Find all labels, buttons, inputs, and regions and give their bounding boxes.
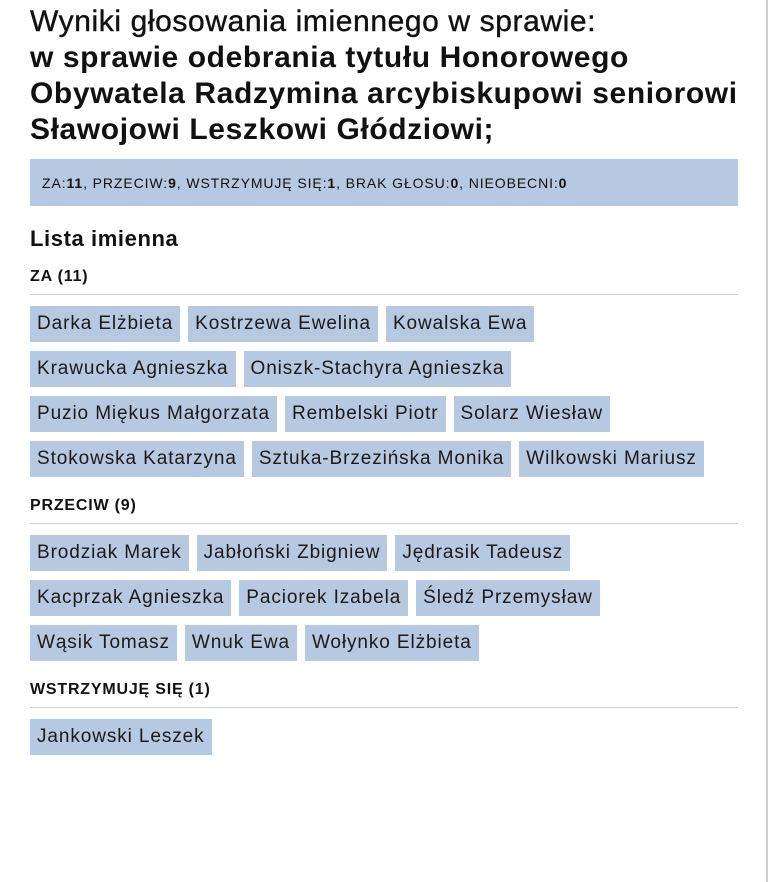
page-title-subject: w sprawie odebrania tytułu Honorowego Obywatela Radzymina arcybiskupowi seniorowi Sławojowi Leszkowi Głódziowi;	[30, 41, 738, 146]
voter-chip[interactable]: Brodziak Marek	[30, 535, 189, 571]
name-chip-list-wstrzymuje	[30, 719, 738, 755]
voter-chip[interactable]: Jędrasik Tadeusz	[395, 535, 570, 571]
voter-chip[interactable]: Kowalska Ewa	[386, 306, 534, 342]
name-chip-list-przeciw	[30, 535, 738, 661]
voter-chip[interactable]: Wnuk Ewa	[185, 625, 297, 661]
voter-chip[interactable]: Stokowska Katarzyna	[30, 441, 244, 477]
voter-chip[interactable]: Paciorek Izabela	[239, 580, 408, 616]
summary-nieobecni-count: 0	[558, 174, 568, 191]
page-title	[30, 4, 738, 148]
voter-chip[interactable]: Jankowski Leszek	[30, 719, 212, 755]
summary-przeciw-label: , PRZECIW:	[83, 174, 169, 191]
voter-chip[interactable]: Jabłoński Zbigniew	[197, 535, 388, 571]
summary-wstrzymuje-label: , WSTRZYMUJĘ SIĘ:	[176, 174, 328, 191]
group-heading-przeciw: PRZECIW (9)	[30, 497, 738, 524]
voter-chip[interactable]: Wołynko Elżbieta	[305, 625, 479, 661]
name-list-title: Lista imienna	[30, 226, 179, 251]
vote-group-przeciw	[30, 497, 738, 661]
voter-chip[interactable]: Sztuka-Brzezińska Monika	[252, 441, 511, 477]
vote-summary-bar	[30, 159, 738, 206]
name-chip-list-za	[30, 306, 738, 477]
voter-chip[interactable]: Oniszk-Stachyra Agnieszka	[244, 351, 512, 387]
summary-nieobecni-label: , NIEOBECNI:	[459, 174, 559, 191]
group-heading-wstrzymuje: WSTRZYMUJĘ SIĘ (1)	[30, 681, 738, 708]
voter-chip[interactable]: Kostrzewa Ewelina	[188, 306, 378, 342]
summary-przeciw-count: 9	[168, 174, 177, 191]
vote-group-wstrzymuje	[30, 681, 738, 755]
summary-wstrzymuje-count: 1	[327, 174, 337, 191]
voter-chip[interactable]: Kacprzak Agnieszka	[30, 580, 231, 616]
summary-za-count: 11	[66, 174, 84, 191]
vote-results-page	[30, 4, 738, 755]
voter-chip[interactable]: Krawucka Agnieszka	[30, 351, 236, 387]
voter-chip[interactable]: Wilkowski Mariusz	[519, 441, 703, 477]
summary-za-label: ZA:	[42, 174, 67, 191]
voter-chip[interactable]: Darka Elżbieta	[30, 306, 180, 342]
vote-group-za	[30, 268, 738, 477]
voter-chip[interactable]: Śledź Przemysław	[416, 580, 600, 616]
voter-chip[interactable]: Rembelski Piotr	[285, 396, 446, 432]
voter-chip[interactable]: Solarz Wiesław	[454, 396, 610, 432]
voter-chip[interactable]: Puzio Miękus Małgorzata	[30, 396, 277, 432]
summary-brak-label: , BRAK GŁOSU:	[336, 174, 451, 191]
page-title-intro: Wyniki głosowania imiennego w sprawie:	[30, 5, 597, 38]
group-heading-za: ZA (11)	[30, 268, 738, 295]
voter-chip[interactable]: Wąsik Tomasz	[30, 625, 177, 661]
summary-brak-count: 0	[450, 174, 460, 191]
